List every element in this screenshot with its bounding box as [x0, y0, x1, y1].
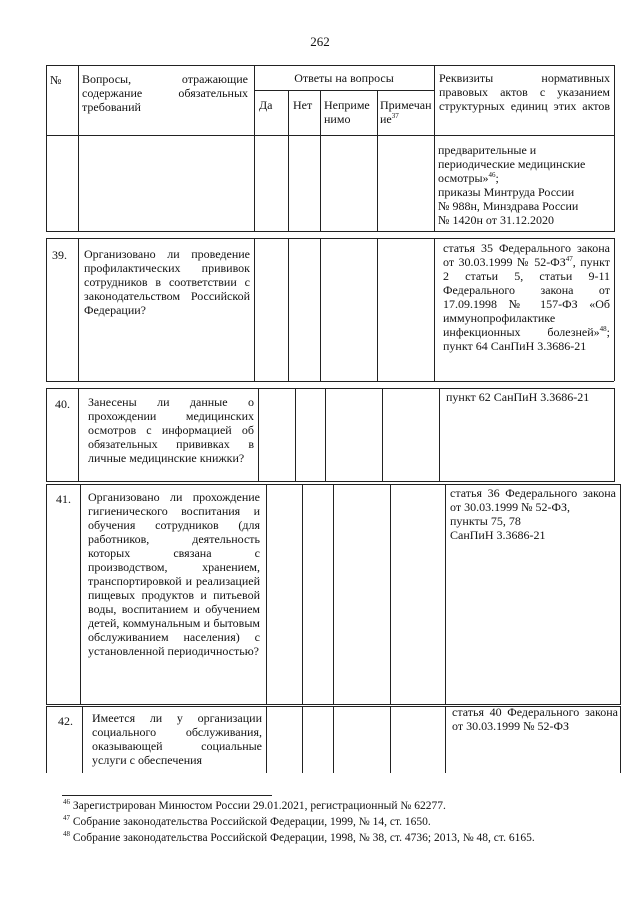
table-row-requisites: пункт 62 СанПиН 3.3686-21	[446, 390, 590, 404]
header-note: Примечание$^{37}$	[380, 98, 432, 126]
table-row-number: 41.	[56, 492, 71, 506]
header-requisites: Реквизиты нормативных правовых актов с указанием структурных единиц этих актов	[439, 71, 610, 113]
footnote-48: $^{48}$ Собрание законодательства Российской Федерации, 1998, № 38, ст. 4736; 2013, № 48, ст. 6165.	[63, 830, 535, 844]
table-row-number: 39.	[52, 248, 67, 262]
header-num: №	[50, 73, 62, 87]
header-no: Нет	[293, 98, 313, 112]
header-questions: Вопросы, отражающие содержание обязательных требований	[82, 72, 248, 114]
table-row-question: Организовано ли проведение профилактических прививок сотрудников в соответствии с законодательством Российской Федерации?	[84, 247, 250, 317]
footnote-separator	[62, 795, 272, 796]
footnote-46: $^{46}$ Зарегистрирован Минюстом России 29.01.2021, регистрационный № 62277.	[63, 798, 446, 812]
table-row-question: Занесены ли данные о прохождении медицинских осмотров с информацией об обязательных прививках в личные медицинские книжки?	[88, 395, 254, 465]
table-row-question: Организовано ли прохождение гигиенического воспитания и обучения сотрудников (для работников, деятельность которых связана с производством, хранением, транспортировкой и реализацией пищевых продуктов и питьевой воды, воспитанием и обучением детей, коммунальным и бытовым обслуживанием населения) с установленной периодичностью?	[88, 490, 260, 658]
header-answers: Ответы на вопросы	[294, 71, 394, 85]
table-row-requisites: статья 35 Федерального закона от 30.03.1999 № 52-ФЗ$^{47}$, пункт 2 статьи 5, статьи 9-11 Федерального закона от 17.09.1998 № 157-ФЗ «Об иммунопрофилактике инфекционных болезней»$^{48}$; пункт 64 СанПиН 3.3686-21	[443, 241, 611, 353]
table-row-requisites: статья 36 Федерального закона от 30.03.1999 № 52-ФЗ, пункты 75, 78 СанПиН 3.3686-21	[450, 486, 616, 542]
table-row-requisites: предварительные и периодические медицинские осмотры»$^{46}$; приказы Минтруда России № 988н, Минздрава России № 1420н от 31.12.2020	[438, 143, 586, 227]
header-yes: Да	[259, 98, 273, 112]
table-row-number: 40.	[55, 397, 70, 411]
table-row-question: Имеется ли у организации социального обслуживания, оказывающей социальные услуги с обеспечения	[92, 711, 262, 767]
table-row-number: 42.	[58, 714, 73, 728]
table-row-requisites: статья 40 Федерального закона от 30.03.1999 № 52-ФЗ	[452, 705, 618, 733]
footnote-47: $^{47}$ Собрание законодательства Российской Федерации, 1999, № 14, ст. 1650.	[63, 814, 431, 828]
page-number: 262	[310, 34, 330, 49]
header-not-applicable: Неприменимо	[324, 98, 370, 126]
